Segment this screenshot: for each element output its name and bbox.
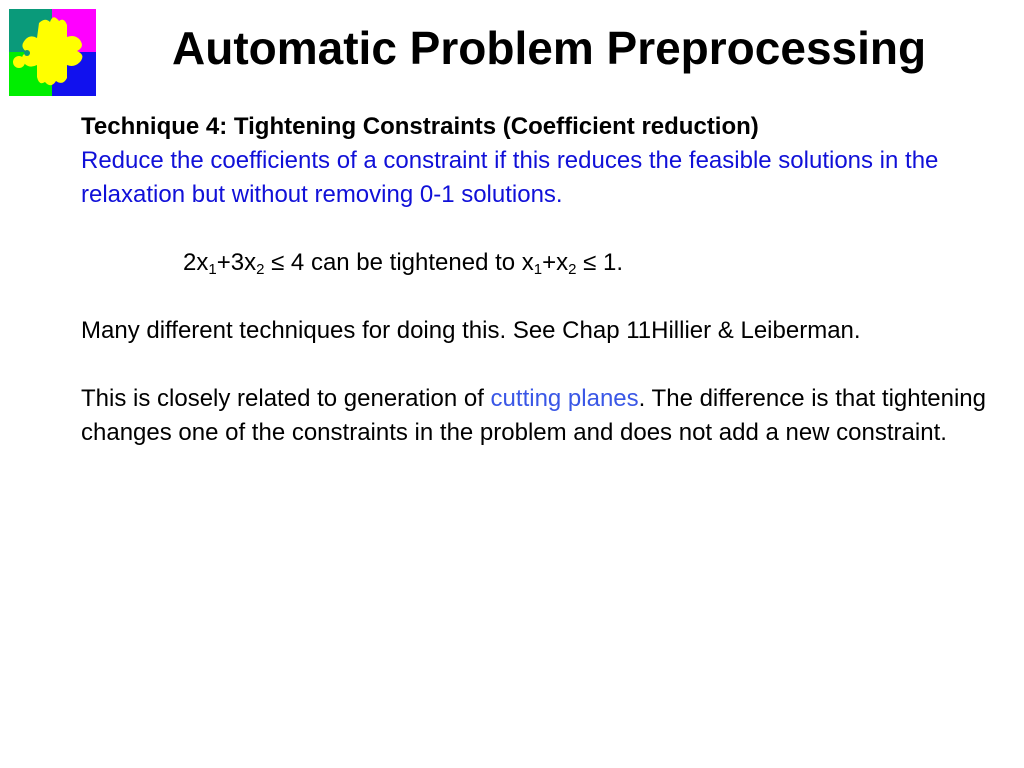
technique-heading: Technique 4: Tightening Constraints (Coefficient reduction) [81,113,759,140]
puzzle-logo-icon [9,9,96,96]
spacer [81,212,986,246]
slide-body [81,110,986,450]
technique-description: Reduce the coefficients of a constraint if this reduces the feasible solutions in the relaxation but without removing 0-1 solutions. [81,147,939,208]
formula-part: ≤ 1. [576,249,624,276]
constraint-formula [81,246,986,280]
slide-title: Automatic Problem Preprocessing [172,22,927,74]
cutting-planes-paragraph [81,382,986,450]
formula-subscript: 1 [533,261,543,278]
cutting-planes-link[interactable]: cutting planes [490,385,639,412]
formula-subscript: 2 [568,261,577,278]
paragraph-text: This is closely related to generation of [81,385,491,412]
formula-part: +3x [216,249,257,276]
formula-subscript: 2 [256,261,265,278]
formula-subscript: 1 [208,261,217,278]
spacer [81,348,986,382]
formula-part: +x [542,249,569,276]
spacer [81,280,986,314]
formula-part: 2x [183,249,209,276]
formula-part: ≤ 4 can be tightened to x [264,249,534,276]
logo-nub-top [24,50,30,56]
logo-nub-left [13,56,25,68]
techniques-paragraph: Many different techniques for doing this. See Chap 11Hillier & Leiberman. [81,317,861,344]
paragraph-text: . The difference is that tightening changes one of the constraints in the problem and does not add a new constraint. [81,385,986,446]
